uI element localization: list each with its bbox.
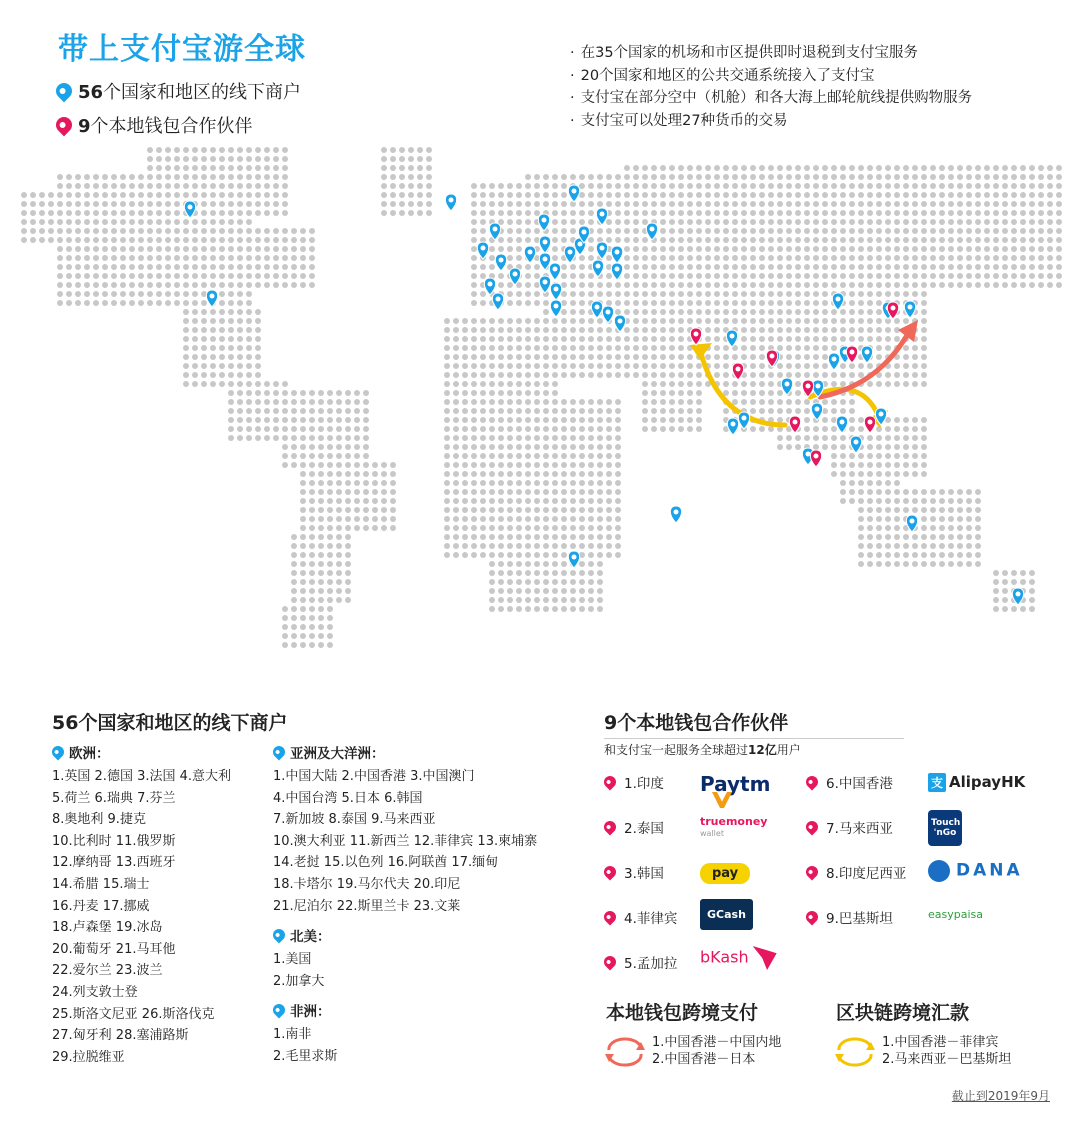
location-pin-icon [828, 353, 839, 370]
dana-icon [928, 860, 950, 882]
wallet-item [604, 817, 664, 837]
country-line: 1.美国 [273, 952, 312, 968]
page-title: 带上支付宝游全球 [58, 32, 306, 67]
country-line: 22.爱尔兰 23.波兰 [52, 963, 163, 979]
country-line: 1.英国 2.德国 3.法国 4.意大利 [52, 769, 232, 784]
wallet-country: 7.马来西亚 [826, 821, 893, 837]
region-europe-label: 欧洲： [69, 746, 110, 762]
wallet-logo [700, 903, 753, 922]
location-pin-icon [550, 283, 561, 300]
location-pin-icon [804, 819, 821, 836]
region-north-america [273, 925, 537, 945]
region-asia [273, 742, 537, 762]
location-pin-icon [602, 306, 613, 323]
stat-merchants [56, 78, 301, 104]
stat-wallets-text: 个本地钱包合作伙伴 [90, 116, 253, 137]
wallet-logo [928, 810, 962, 846]
region-north-america-label: 北美： [290, 929, 331, 946]
wallet-item [604, 772, 664, 792]
north-america-country-list [273, 949, 537, 992]
as-of-date: 截止到2019年9月 [951, 1089, 1050, 1103]
country-line: 2.毛里求斯 [273, 1048, 338, 1064]
location-pin-icon [602, 864, 619, 881]
country-line: 29.拉脱维亚 [52, 1049, 125, 1065]
country-line: 14.老挝 15.以色列 16.阿联酋 17.缅甸 [273, 855, 499, 871]
location-pin-icon [568, 185, 579, 202]
wallet-item [806, 907, 893, 927]
wallet-item [604, 907, 677, 927]
cross-border-title: 本地钱包跨境支付 [606, 1002, 759, 1024]
cross-border-item: 2.中国香港－日本 [652, 1052, 756, 1067]
wallet-item [806, 862, 906, 882]
cross-border-item: 1.中国香港－中国内地 [652, 1035, 782, 1050]
location-pin-icon [846, 346, 857, 363]
asia-column [273, 742, 537, 1068]
wallet-country: 2.泰国 [624, 821, 664, 837]
location-pin-icon [727, 418, 738, 435]
location-pin-icon [271, 927, 288, 944]
wallet-country: 5.孟加拉 [624, 956, 678, 972]
bullet-item: · 支付宝在部分空中（机舱）和各大海上邮轮航线提供购物服务 [570, 87, 972, 110]
wallet-logo [700, 946, 777, 970]
wallet-logo-text: GCash [700, 899, 753, 930]
divider [604, 738, 904, 739]
region-europe [52, 742, 231, 762]
wallet-logo [928, 772, 1025, 792]
country-line: 25.斯洛文尼亚 26.斯洛伐克 [52, 1006, 215, 1022]
country-line: 10.澳大利亚 11.新西兰 12.菲律宾 13.柬埔寨 [273, 833, 538, 849]
bullet-item: · 20个国家和地区的公共交通系统接入了支付宝 [570, 65, 972, 88]
wallet-logo [700, 862, 750, 881]
location-pin-icon [50, 744, 67, 761]
wallets-subtitle-pre: 和支付宝一起服务全球超过 [604, 743, 749, 757]
country-line: 27.匈牙利 28.塞浦路斯 [52, 1028, 189, 1044]
wallets-subtitle-number: 12亿 [748, 743, 777, 757]
location-pin-icon [602, 774, 619, 791]
wallet-item [806, 817, 893, 837]
stat-wallets-number: 9 [78, 116, 91, 137]
wallet-item [806, 772, 893, 792]
wallet-country: 8.印度尼西亚 [826, 866, 907, 882]
region-asia-label: 亚洲及大洋洲： [290, 746, 385, 762]
country-line: 18.卡塔尔 19.马尔代夫 20.印尼 [273, 876, 461, 892]
country-line: 14.希腊 15.瑞士 [52, 876, 150, 892]
location-pin-icon [524, 246, 535, 263]
country-line: 21.尼泊尔 22.斯里兰卡 23.文莱 [273, 898, 461, 914]
wallet-country: 4.菲律宾 [624, 911, 678, 927]
country-line: 4.中国台湾 5.日本 6.韩国 [273, 790, 423, 806]
wallets-subtitle-post: 用户 [776, 743, 801, 757]
location-pin-icon [206, 290, 217, 307]
location-pin-icon [538, 214, 549, 231]
blockchain-list [882, 1034, 1011, 1068]
location-pin-icon [804, 864, 821, 881]
location-pin-icon [591, 301, 602, 318]
wallet-item [604, 862, 664, 882]
wallet-country: 3.韩国 [624, 866, 664, 882]
bkash-bird-icon [753, 946, 777, 970]
location-pin-icon [836, 416, 847, 433]
europe-column [52, 742, 231, 1068]
wallet-logo [700, 810, 767, 838]
location-pin-icon [611, 263, 622, 280]
location-pin-icon [477, 242, 488, 259]
wallet-logo [928, 860, 1023, 882]
location-pin-icon [602, 954, 619, 971]
location-pin-icon [646, 223, 657, 240]
wallet-logo-subtext: wallet [700, 829, 724, 838]
merchants-section-title: 56个国家和地区的线下商户 [52, 712, 288, 734]
country-line: 16.丹麦 17.挪威 [52, 898, 150, 914]
asia-country-list [273, 766, 537, 917]
location-pin-icon [864, 416, 875, 433]
wallet-logo-text: AlipayHK [949, 773, 1026, 791]
wallet-logo-text: easypaisa [928, 908, 983, 921]
country-line: 1.南非 [273, 1027, 312, 1043]
location-pin-icon [539, 276, 550, 293]
africa-country-list [273, 1024, 537, 1067]
wallet-logo-text: pay [700, 863, 750, 884]
location-pin-icon [726, 330, 737, 347]
location-pin-icon [271, 1002, 288, 1019]
location-pin-icon [690, 328, 701, 345]
location-pin-icon [602, 909, 619, 926]
region-africa [273, 1000, 537, 1020]
wallet-logo [700, 772, 770, 796]
blockchain-item: 1.中国香港－菲律宾 [882, 1035, 999, 1050]
stat-merchants-number: 56 [78, 82, 104, 103]
location-pin-icon [904, 301, 915, 318]
country-line: 8.奥地利 9.捷克 [52, 812, 146, 828]
feature-bullets [570, 42, 972, 132]
location-pin-icon [492, 293, 503, 310]
location-pin-icon [271, 744, 288, 761]
wallet-country: 6.中国香港 [826, 776, 893, 792]
country-line: 5.荷兰 6.瑞典 7.芬兰 [52, 790, 176, 806]
world-dot-map [0, 135, 1080, 680]
country-line: 10.比利时 11.俄罗斯 [52, 833, 176, 849]
exchange-arrows-icon [603, 1036, 647, 1068]
location-pin-icon [738, 412, 749, 429]
wallet-country: 9.巴基斯坦 [826, 911, 893, 927]
blockchain-title: 区块链跨境汇款 [836, 1002, 970, 1024]
country-line: 1.中国大陆 2.中国香港 3.中国澳门 [273, 769, 475, 784]
wallet-logo-text: bKash [700, 947, 749, 967]
country-line: 24.列支敦士登 [52, 984, 138, 1000]
wallet-logo-text: truemoney [700, 815, 768, 828]
location-pin-icon [611, 246, 622, 263]
exchange-arrows-icon [833, 1036, 877, 1068]
location-pin-icon [568, 551, 579, 568]
location-pin-icon [550, 300, 561, 317]
country-line: 2.加拿大 [273, 973, 325, 989]
location-pin-icon [832, 293, 843, 310]
alipay-icon: 支 [928, 773, 946, 792]
europe-country-list [52, 766, 231, 1068]
country-line: 18.卢森堡 19.冰岛 [52, 920, 163, 936]
wallet-logo [928, 903, 983, 922]
location-pin-icon [495, 254, 506, 271]
bullet-item: · 支付宝可以处理27种货币的交易 [570, 110, 972, 133]
country-line: 20.葡萄牙 21.马耳他 [52, 941, 176, 957]
country-line: 12.摩纳哥 13.西班牙 [52, 855, 176, 871]
location-pin-icon [670, 506, 681, 523]
location-pin-icon [804, 774, 821, 791]
blockchain-item: 2.马来西亚－巴基斯坦 [882, 1052, 1012, 1067]
location-pin-icon [445, 194, 456, 211]
cross-border-list [652, 1034, 781, 1068]
wallet-logo-text: Paytm [700, 772, 771, 796]
wallet-logo-text: DANA [956, 860, 1023, 881]
country-line: 7.新加坡 8.泰国 9.马来西亚 [273, 812, 436, 828]
stat-merchants-text: 个国家和地区的线下商户 [103, 82, 302, 103]
wallet-country: 1.印度 [624, 776, 664, 792]
wallet-item [604, 952, 677, 972]
location-pin-icon [811, 403, 822, 420]
location-pin-icon [602, 819, 619, 836]
location-pin-icon [861, 346, 872, 363]
location-pin-icon [850, 436, 861, 453]
wallets-subtitle [604, 741, 801, 758]
wallet-logo-text: Touch 'nGo [928, 810, 962, 846]
location-pin-icon [53, 80, 76, 103]
location-pin-icon [539, 236, 550, 253]
bullet-item: · 在35个国家的机场和市区提供即时退税到支付宝服务 [570, 42, 972, 65]
location-pin-icon [53, 114, 76, 137]
location-pin-icon [804, 909, 821, 926]
wallets-section-title: 9个本地钱包合作伙伴 [604, 712, 789, 734]
location-pin-icon [549, 263, 560, 280]
location-pin-icon [810, 450, 821, 467]
region-africa-label: 非洲： [290, 1004, 331, 1021]
